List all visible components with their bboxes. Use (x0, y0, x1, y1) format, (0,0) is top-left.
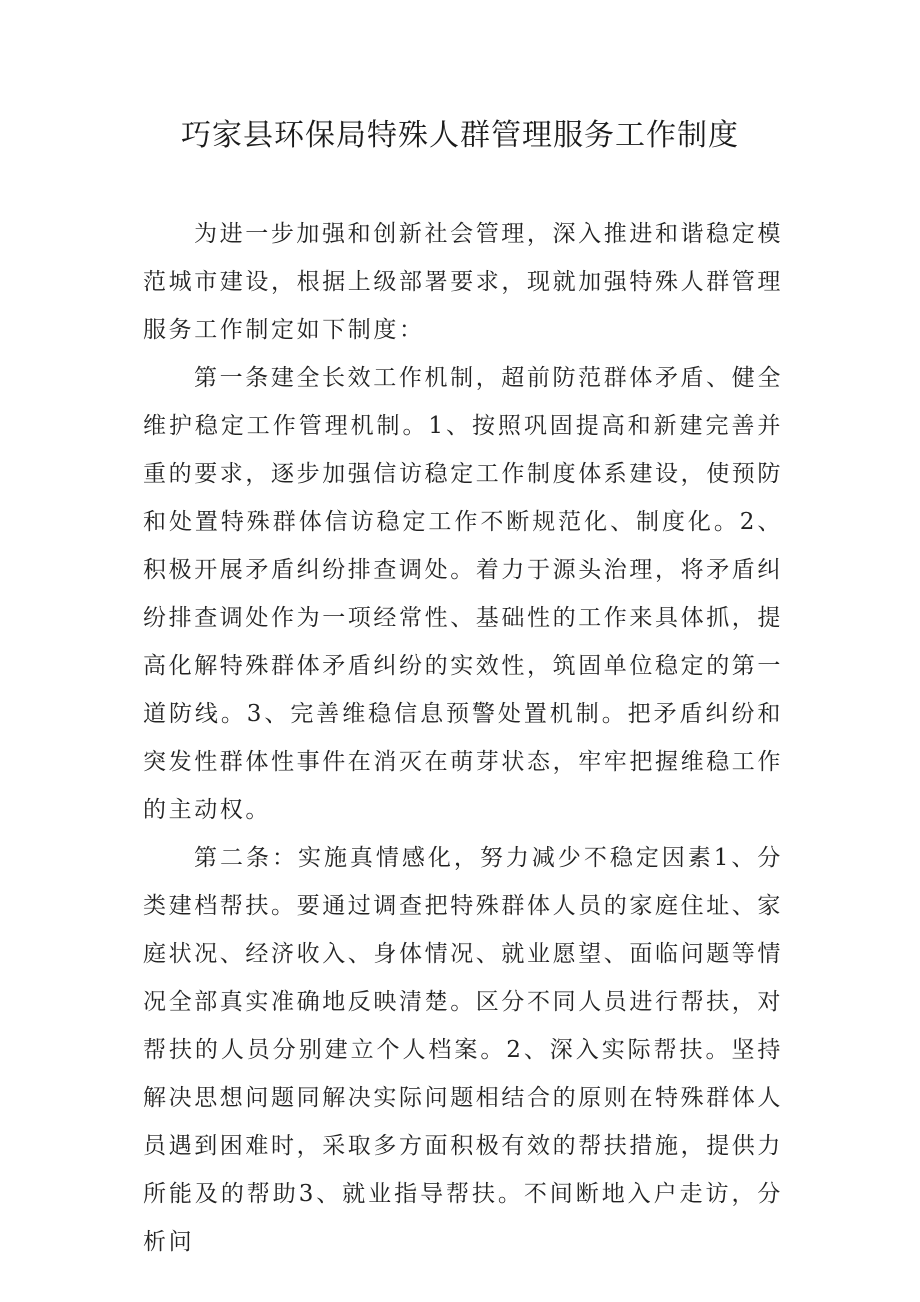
paragraph-article-2: 第二条：实施真情感化，努力减少不稳定因素1、分类建档帮扶。要通过调查把特殊群体人员的家庭住址、家庭状况、经济收入、身体情况、就业愿望、面临问题等情况全部真实准确地反映清楚。区分不同人员进行帮扶，对帮扶的人员分别建立个人档案。2、深入实际帮扶。坚持解决思想问题同解决实际问题相结合的原则在特殊群体人员遇到困难时，采取多方面积极有效的帮扶措施，提供力所能及的帮助3、就业指导帮扶。不间断地入户走访，分析问 (143, 845, 783, 1255)
document-title: 巧家县环保局特殊人群管理服务工作制度 (181, 118, 739, 153)
paragraph-intro: 为进一步加强和创新社会管理，深入推进和谐稳定模范城市建设，根据上级部署要求，现就加强特殊人群管理服务工作制定如下制度： (143, 221, 783, 343)
paragraph-article-1: 第一条建全长效工作机制，超前防范群体矛盾、健全维护稳定工作管理机制。1、按照巩固提高和新建完善并重的要求，逐步加强信访稳定工作制度体系建设，使预防和处置特殊群体信访稳定工作不断规范化、制度化。2、积极开展矛盾纠纷排查调处。着力于源头治理，将矛盾纠纷排查调处作为一项经常性、基础性的工作来具体抓，提高化解特殊群体矛盾纠纷的实效性，筑固单位稳定的第一道防线。3、完善维稳信息预警处置机制。把矛盾纠纷和突发性群体性事件在消灭在萌芽状态，牢牢把握维稳工作的主动权。 (143, 365, 783, 823)
document-body (143, 210, 783, 1266)
